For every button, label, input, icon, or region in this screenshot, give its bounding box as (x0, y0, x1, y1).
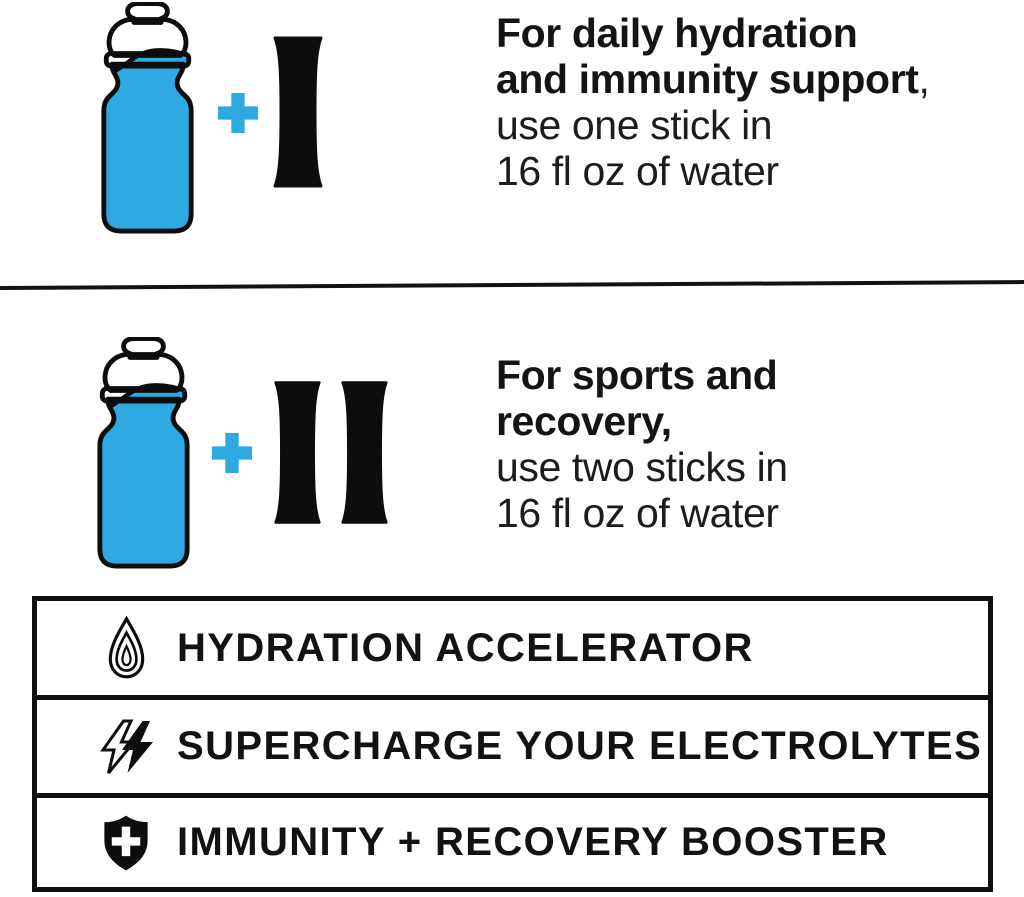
instruction-body-line: use one stick in (496, 102, 773, 148)
usage-instructions (496, 352, 1016, 536)
instruction-title-line: and immunity support, (496, 56, 930, 102)
water-drop-icon (95, 616, 157, 680)
stick-packet-icon (271, 36, 325, 188)
water-bottle-icon (95, 337, 192, 570)
stick-packet-icon (339, 377, 390, 528)
feature-row-electrolytes (32, 700, 993, 798)
instruction-title-line: For daily hydration (496, 10, 858, 56)
plus-icon (217, 92, 259, 134)
usage-instructions (496, 10, 1016, 194)
feature-row-immunity (32, 798, 993, 892)
stick-packet-icon (272, 377, 323, 528)
instruction-body-line: 16 fl oz of water (496, 490, 779, 536)
feature-label: IMMUNITY + RECOVERY BOOSTER (177, 820, 889, 864)
instruction-title-line: recovery, (496, 398, 672, 444)
feature-label: SUPERCHARGE YOUR ELECTROLYTES (177, 724, 983, 768)
section-divider (0, 280, 1024, 290)
instruction-body-line: 16 fl oz of water (496, 148, 779, 194)
shield-plus-icon (95, 814, 157, 872)
feature-row-hydration (32, 596, 993, 700)
feature-label: HYDRATION ACCELERATOR (177, 625, 754, 670)
instruction-body-line: use two sticks in (496, 444, 788, 490)
lightning-bolts-icon (95, 719, 157, 775)
water-bottle-icon (99, 2, 196, 235)
instruction-title-line: For sports and (496, 352, 778, 398)
plus-icon (211, 432, 253, 474)
